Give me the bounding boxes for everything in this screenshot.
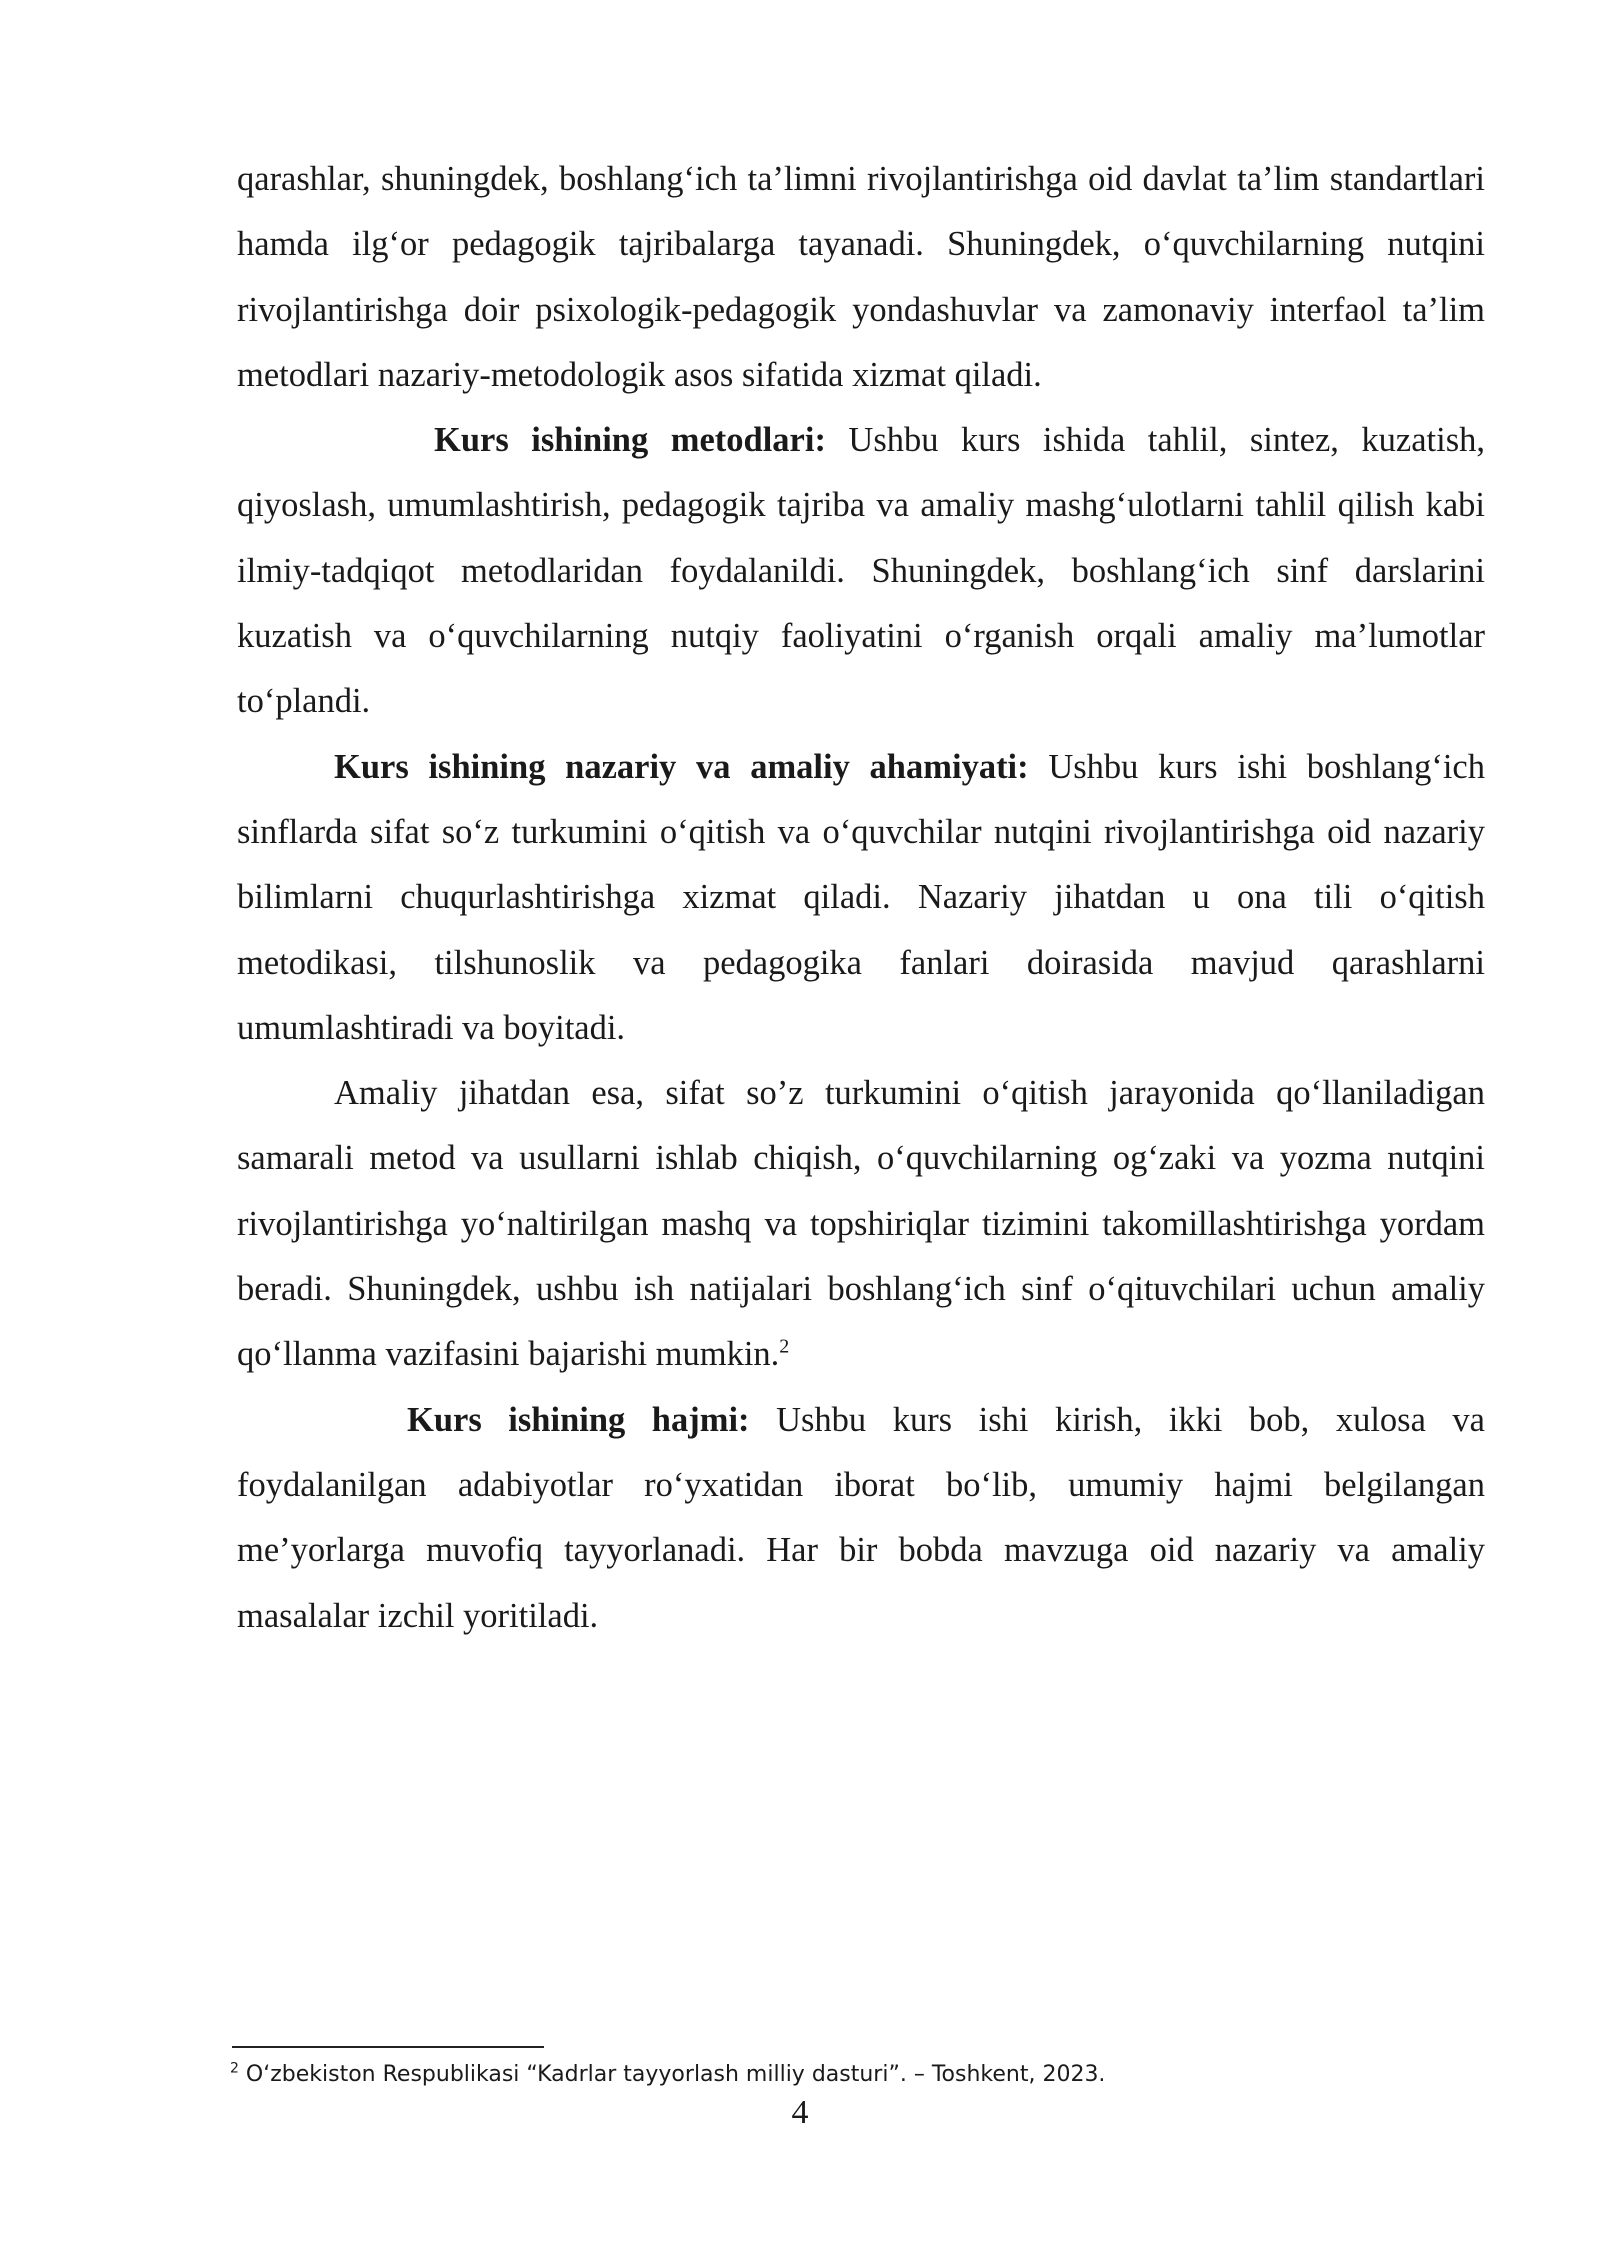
- paragraph-practical: [237, 1061, 1485, 1387]
- paragraph-text: Ushbu kurs ishida tahlil, sintez, kuzatish, qiyoslash, umumlashtirish, pedagogik tajriba va amaliy mashg‘ulotlarni tahlil qilish kabi ilmiy-tadqiqot metodlaridan foydalanildi. Shuningdek, boshlang‘ich sinf darslarini kuzatish va o‘quvchilarning nutqiy faoliyatini o‘rganish orqali amaliy ma’lumotlar to‘plandi.: [237, 421, 1485, 721]
- section-heading-volume: Kurs ishining hajmi:: [407, 1400, 750, 1439]
- paragraph-intro-continuation: [237, 147, 1485, 408]
- section-heading-methods: Kurs ishining metodlari:: [434, 421, 826, 460]
- paragraph-text: Ushbu kurs ishi boshlang‘ich sinflarda sifat so‘z turkumini o‘qitish va o‘quvchilar nutqini rivojlantirishga oid nazariy bilimlarni chuqurlashtirishga xizmat qiladi. Nazariy jihatdan u ona tili o‘qitish metodikasi, tilshunoslik va pedagogika fanlari doirasida mavjud qarashlarni umumlashtiradi va boyitadi.: [237, 747, 1485, 1047]
- footnote-text: O‘zbekiston Respublikasi “Kadrlar tayyorlash milliy dasturi”. – Toshkent, 2023.: [238, 2062, 1106, 2087]
- paragraph-text: qarashlar, shuningdek, boshlang‘ich ta’limni rivojlantirishga oid davlat ta’lim standartlari hamda ilg‘or pedagogik tajribalarga tayanadi. Shuningdek, o‘quvchilarning nutqini rivojlantirishga doir psixologik-pedagogik yondashuvlar va zamonaviy interfaol ta’lim metodlari nazariy-metodologik asos sifatida xizmat qiladi.: [237, 160, 1485, 394]
- footnote-reference[interactable]: 2: [779, 1335, 790, 1358]
- page-number: 4: [791, 2094, 809, 2131]
- paragraph-text: Amaliy jihatdan esa, sifat so’z turkumini o‘qitish jarayonida qo‘llaniladigan samarali metod va usullarni ishlab chiqish, o‘quvchilarning og‘zaki va yozma nutqini rivojlantirishga yo‘naltirilgan mashq va topshiriqlar tizimini takomillashtirishga yordam beradi. Shuningdek, ushbu ish natijalari boshlang‘ich sinf o‘qituvchilari uchun amaliy qo‘llanma vazifasini bajarishi mumkin.: [237, 1074, 1485, 1374]
- footnote-number: 2: [230, 2060, 239, 2077]
- section-heading-significance: Kurs ishining nazariy va amaliy ahamiyati:: [334, 747, 1029, 786]
- paragraph-text: Ushbu kurs ishi kirish, ikki bob, xulosa va foydalanilgan adabiyotlar ro‘yxatidan iborat bo‘lib, umumiy hajmi belgilangan me’yorlarga muvofiq tayyorlanadi. Har bir bobda mavzuga oid nazariy va amaliy masalalar izchil yoritiladi.: [237, 1400, 1485, 1635]
- footnote: [230, 2060, 1105, 2090]
- footnote-separator: [232, 2046, 544, 2048]
- paragraph-methods: [237, 408, 1485, 734]
- body-text: [237, 147, 1485, 1649]
- paragraph-volume: [237, 1388, 1485, 1649]
- paragraph-significance: [237, 735, 1485, 1061]
